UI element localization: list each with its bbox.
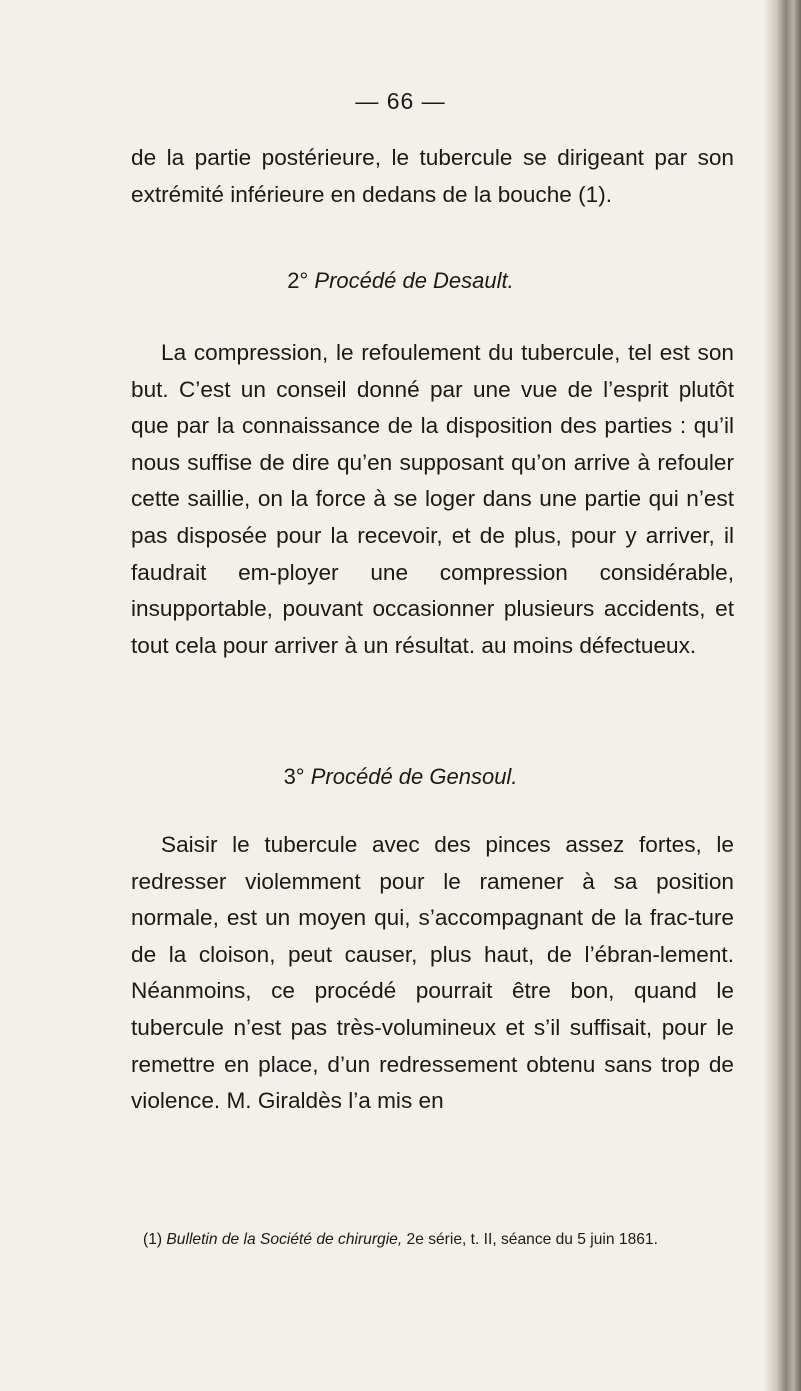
heading-gensoul-title: Procédé de Gensoul. — [310, 764, 518, 789]
paragraph-gensoul-text: Saisir le tubercule avec des pinces assez fortes, le redresser violemment pour le ramener à sa position normale, est un moyen qui, s’accompagnant de la frac-ture de la cloison, peut causer, plus haut, de l’ébran-lement. Néanmoins, ce procédé pourrait être bon, quand le tubercule n’est pas très-volumineux et s’il suffisait, pour le remettre en place, d’un redressement obtenu sans trop de violence. M. Giraldès l’a mis en — [131, 832, 734, 1114]
footnote-marker: (1) — [143, 1231, 163, 1248]
page-edge-shadow — [763, 0, 801, 1391]
footnote-details: 2e série, t. II, séance du 5 juin 1861. — [406, 1231, 658, 1248]
heading-desault — [0, 268, 801, 294]
paragraph-desault — [131, 335, 734, 664]
paragraph-desault-text: La compression, le refoulement du tubercule, tel est son but. C’est un conseil donné par une vue de l’esprit plutôt que par la connaissance de la disposition des parties : qu’il nous suffise de dire qu’en supposant qu’on arrive à refouler cette saillie, on la force à se loger dans une partie qui n’est pas disposée pour la recevoir, et de plus, pour y arriver, il faudrait em-ployer une compression considérable, insupportable, pouvant occasionner plusieurs accidents, et tout cela pour arriver à un résultat. au moins défectueux. — [131, 340, 734, 658]
paragraph-top-text: de la partie postérieure, le tubercule se dirigeant par son extrémité inférieure en dedans de la bouche (1). — [131, 145, 734, 207]
paragraph-top — [131, 140, 734, 213]
paragraph-gensoul — [131, 827, 734, 1120]
page-number: — 66 — — [355, 88, 446, 114]
heading-gensoul-number: 3° — [283, 764, 305, 789]
footnote-source: Bulletin de la Société de chirurgie, — [166, 1231, 403, 1248]
heading-desault-number: 2° — [287, 268, 309, 293]
heading-desault-title: Procédé de Desault. — [314, 268, 514, 293]
heading-gensoul — [0, 764, 801, 790]
footnote — [131, 1228, 734, 1252]
